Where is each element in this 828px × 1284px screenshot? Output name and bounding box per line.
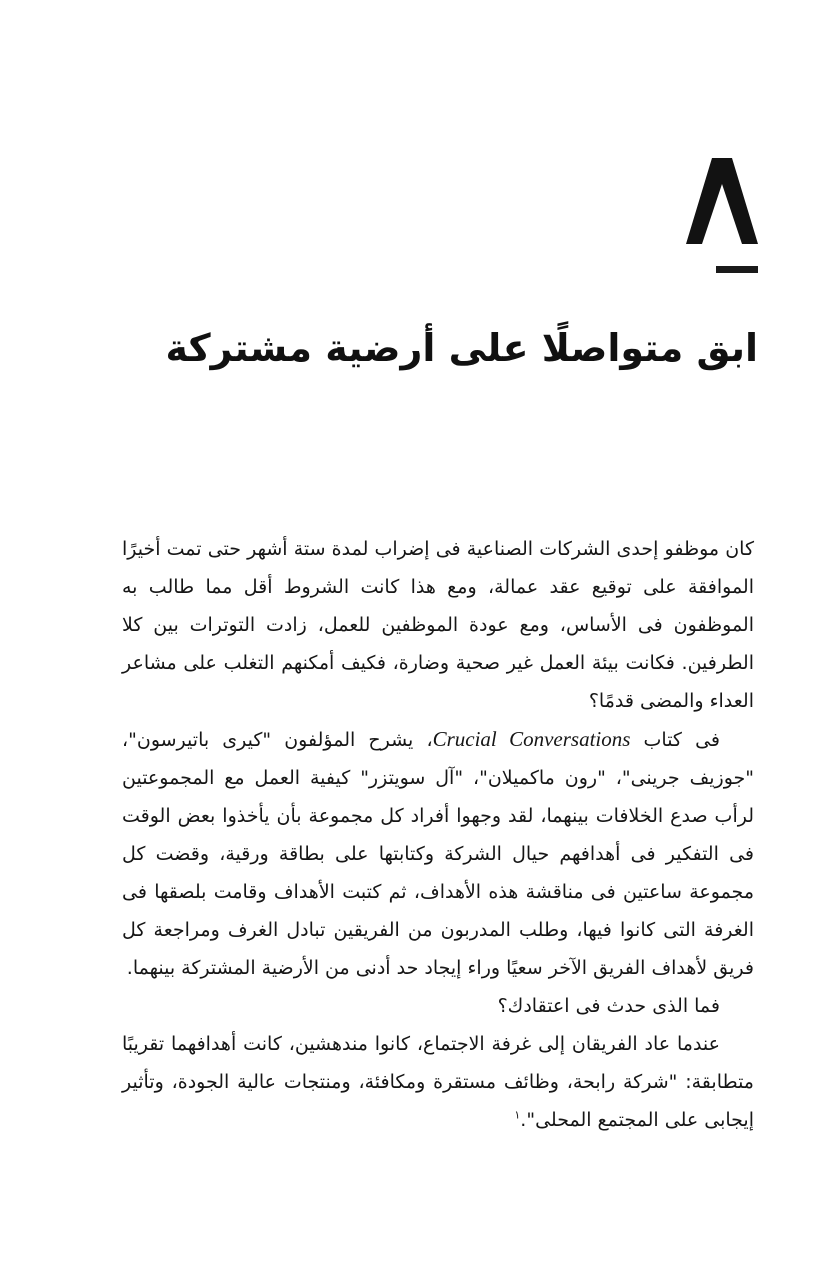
chapter-title: ابق متواصلًا على أرضية مشتركة: [165, 326, 758, 370]
chapter-number: [682, 150, 762, 250]
chapter-body: [122, 530, 754, 1139]
paragraph-4: [122, 1025, 754, 1139]
paragraph-4-text: عندما عاد الفريقان إلى غرفة الاجتماع، كانوا مندهشين، كانت أهدافهما تقريبًا متطابقة: "شركة رابحة، وظائف مستقرة ومكافئة، ومنتجات عالية الجودة، وتأثير إيجابى على المجتمع المحلى".: [122, 1033, 754, 1131]
chapter-divider-bar: [716, 266, 758, 273]
paragraph-2: [122, 720, 754, 987]
paragraph-1: كان موظفو إحدى الشركات الصناعية فى إضراب لمدة ستة أشهر حتى تمت أخيرًا الموافقة على توقيع عقد عمالة، ومع هذا كانت الشروط أقل مما طالب به الموظفون فى الأساس، ومع عودة الموظفين للعمل، زادت التوترات بين كلا الطرفين. فكانت بيئة العمل غير صحية وضارة، فكيف أمكنهم التغلب على مشاعر العداء والمضى قدمًا؟: [122, 538, 754, 712]
paragraph-2-lead: فى كتاب: [630, 729, 721, 751]
paragraph-2-rest: ، يشرح المؤلفون "كيرى باتيرسون"، "جوزيف جرينى"، "رون ماكميلان"، "آل سويتزر" كيفية العمل مع المجموعتين لرأب صدع الخلافات بينهما، لقد وجهوا أفراد كل مجموعة بأن يأخذوا بعض الوقت فى التفكير فى أهدافهم حيال الشركة وكتابتها على بطاقة ورقية، وقضت كل مجموعة ساعتين فى مناقشة هذه الأهداف، ثم كتبت الأهداف وقامت بلصقها فى الغرفة التى كانوا فيها، وطلب المدربون من الفريقين تبادل الغرف ومراجعة كل فريق لأهداف الفريق الآخر سعيًا وراء إيجاد حد أدنى من الأرضية المشتركة بينهما.: [122, 729, 754, 979]
book-title: Crucial Conversations: [432, 727, 631, 751]
footnote-marker: ١: [514, 1108, 521, 1122]
paragraph-3: فما الذى حدث فى اعتقادك؟: [497, 995, 720, 1017]
